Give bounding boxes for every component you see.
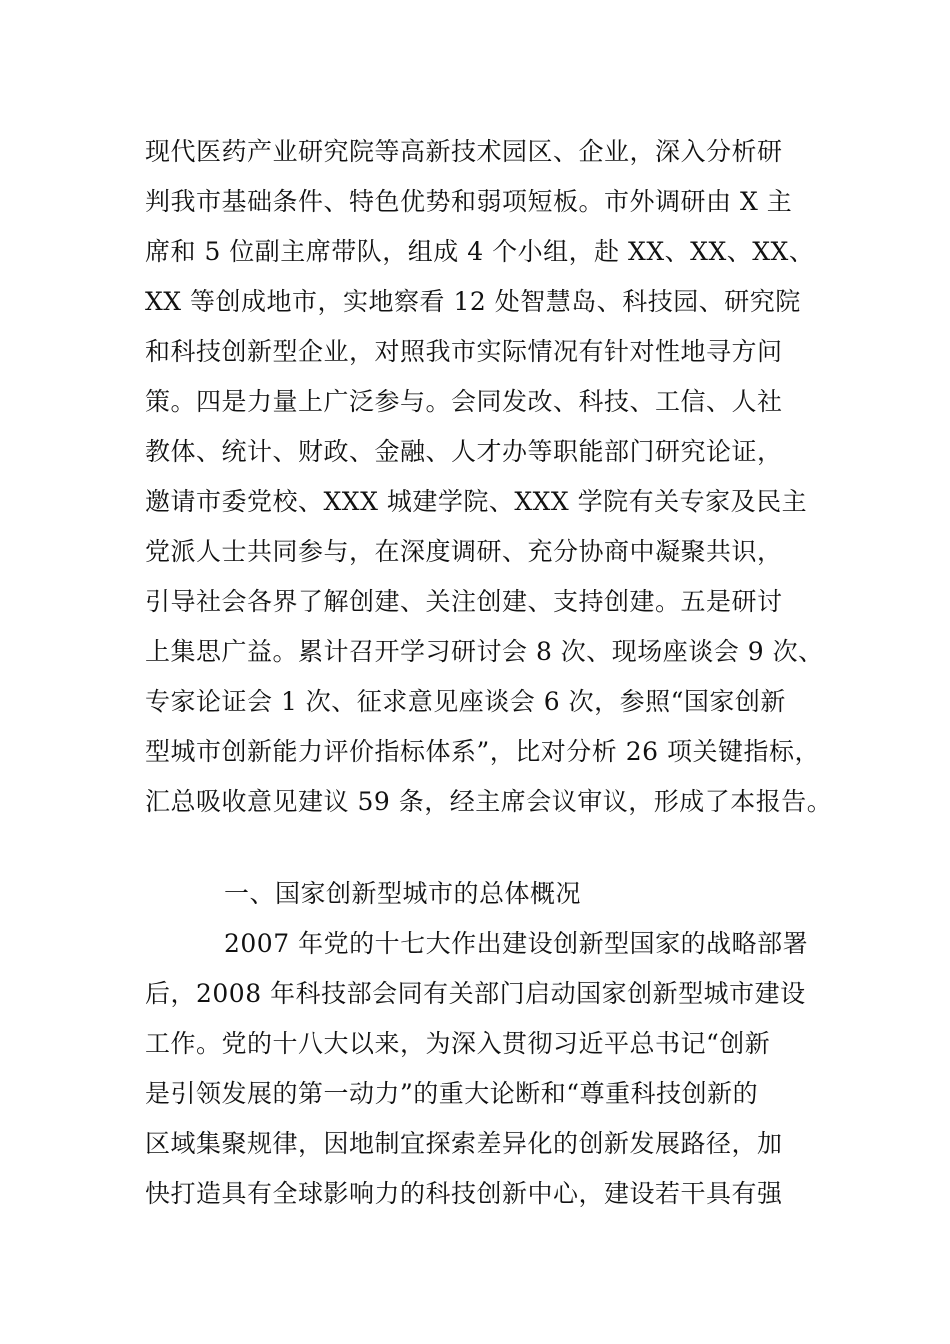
section-heading: 一、国家创新型城市的总体概况 (224, 879, 582, 908)
paragraph-line: 策。四是力量上广泛参与。会同发改、科技、工信、人社 (145, 387, 783, 416)
paragraph-line: 和科技创新型企业，对照我市实际情况有针对性地寻方问 (145, 337, 783, 366)
paragraph-line: 后，2008 年科技部会同有关部门启动国家创新型城市建设 (145, 979, 806, 1008)
paragraph-line: XX 等创成地市，实地察看 12 处智慧岛、科技园、研究院 (145, 287, 801, 316)
paragraph-line: 专家论证会 1 次、征求意见座谈会 6 次，参照“国家创新 (145, 687, 786, 716)
paragraph-line: 区域集聚规律，因地制宜探索差异化的创新发展路径，加 (145, 1129, 783, 1158)
paragraph-line: 教体、统计、财政、金融、人才办等职能部门研究论证， (145, 437, 783, 466)
paragraph-line: 党派人士共同参与，在深度调研、充分协商中凝聚共识， (145, 537, 783, 566)
paragraph-line: 工作。党的十八大以来，为深入贯彻习近平总书记“创新 (145, 1029, 771, 1058)
paragraph-line: 是引领发展的第一动力”的重大论断和“尊重科技创新的 (145, 1079, 759, 1108)
paragraph-line: 现代医药产业研究院等高新技术园区、企业，深入分析研 (145, 137, 783, 166)
paragraph-line: 席和 5 位副主席带队，组成 4 个小组，赴 XX、XX、XX、 (145, 237, 815, 266)
paragraph-line: 2007 年党的十七大作出建设创新型国家的战略部署 (224, 929, 809, 958)
paragraph-line: 汇总吸收意见建议 59 条，经主席会议审议，形成了本报告。 (145, 787, 833, 816)
paragraph-line: 引导社会各界了解创建、关注创建、支持创建。五是研讨 (145, 587, 783, 616)
paragraph-line: 判我市基础条件、特色优势和弱项短板。市外调研由 X 主 (145, 187, 793, 216)
paragraph-line: 快打造具有全球影响力的科技创新中心，建设若干具有强 (145, 1179, 783, 1208)
paragraph-line: 型城市创新能力评价指标体系”，比对分析 26 项关键指标， (145, 737, 820, 766)
paragraph-line: 邀请市委党校、XXX 城建学院、XXX 学院有关专家及民主 (145, 487, 808, 516)
paragraph-line: 上集思广益。累计召开学习研讨会 8 次、现场座谈会 9 次、 (145, 637, 824, 666)
